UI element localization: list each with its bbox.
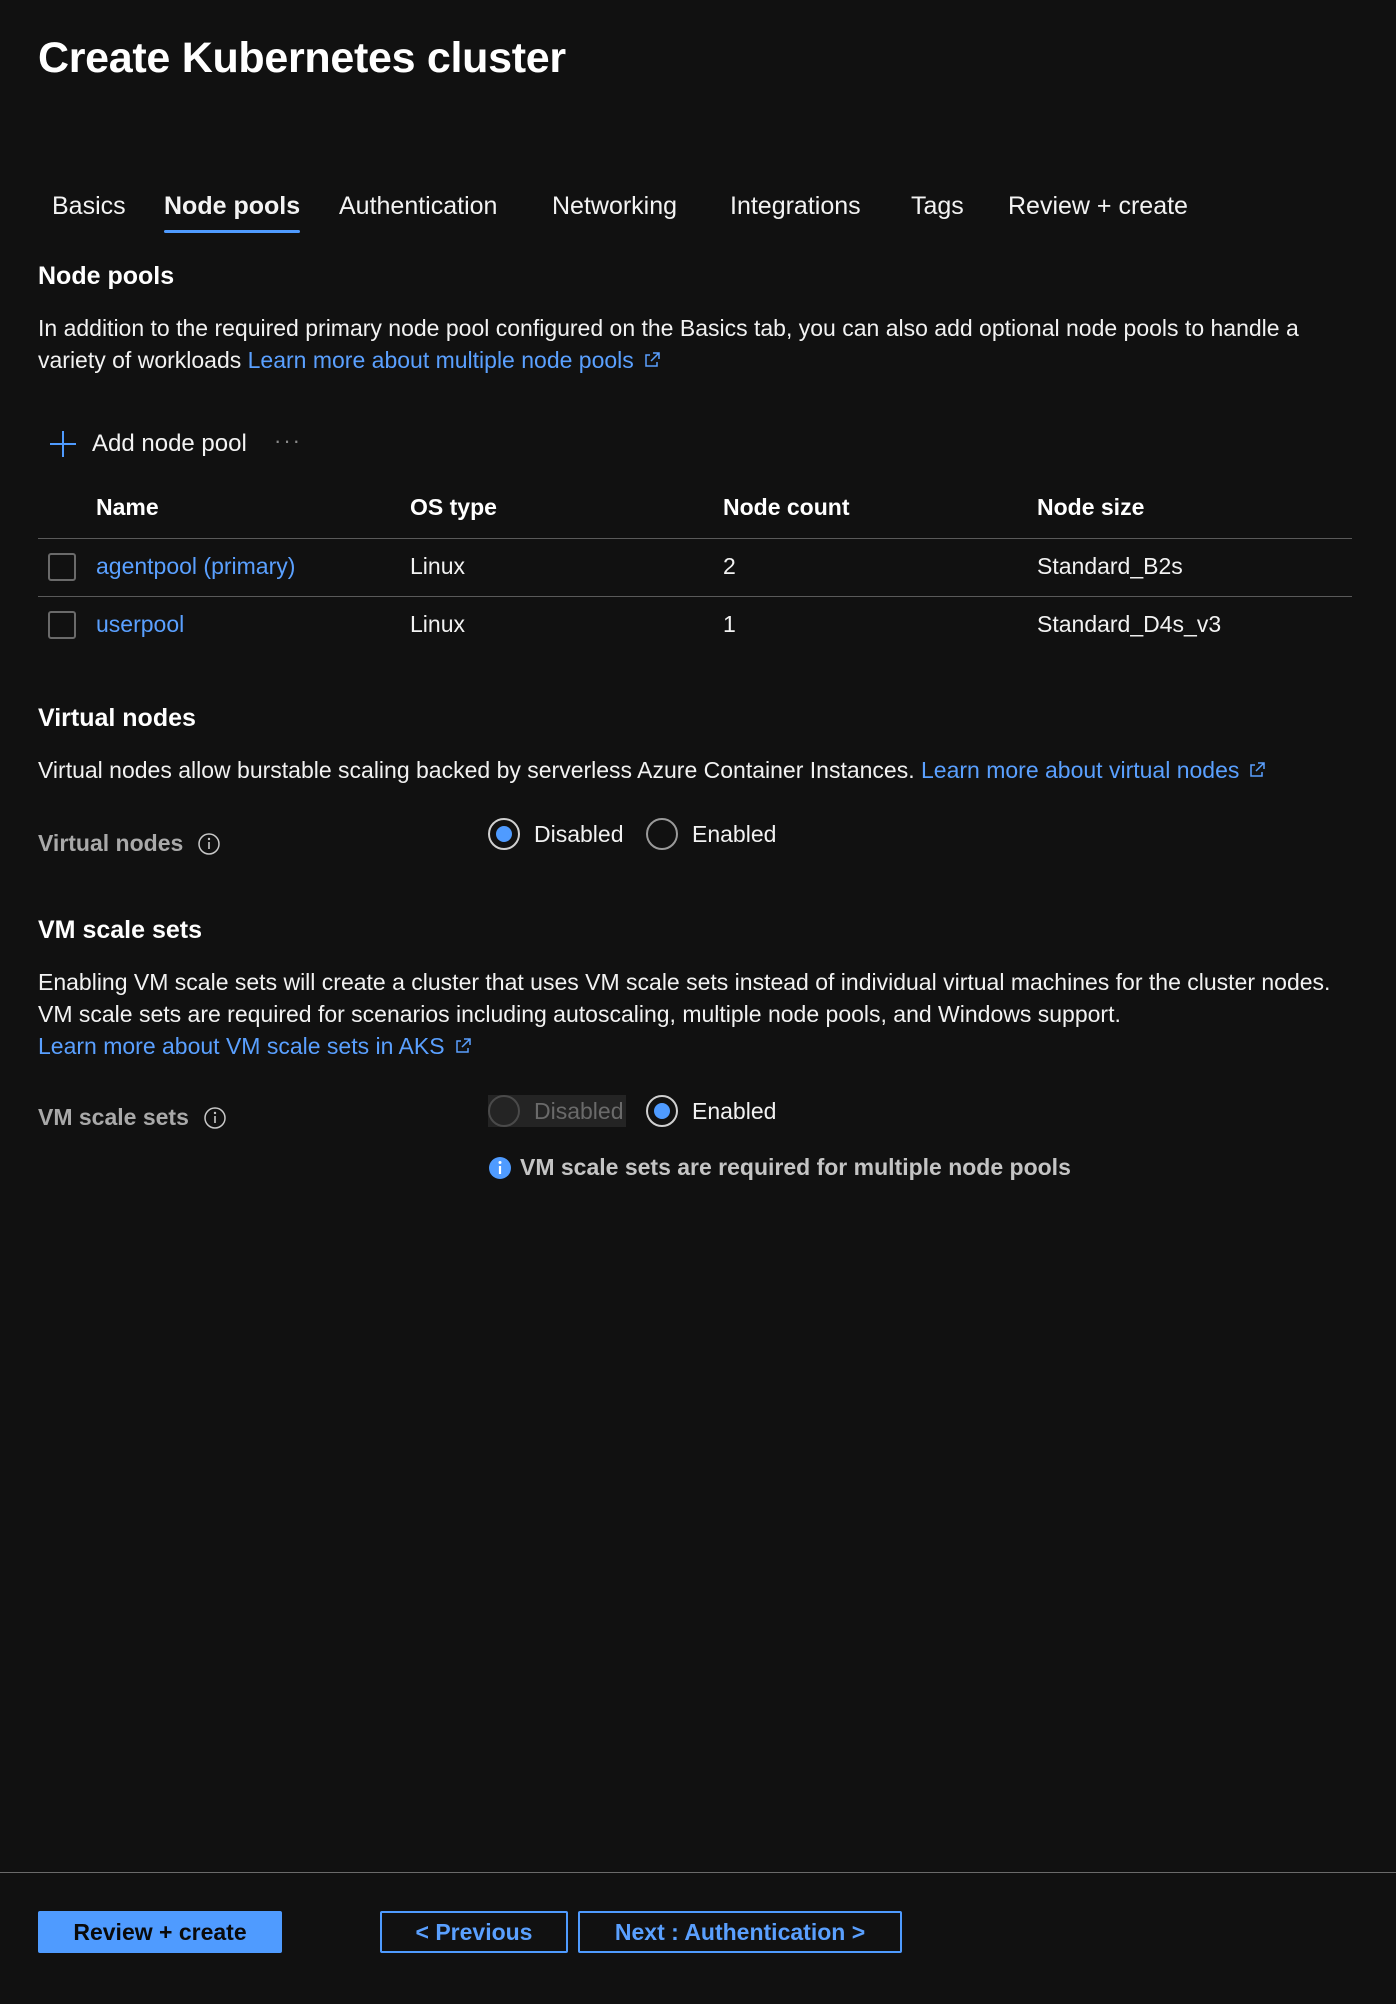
row-checkbox[interactable] bbox=[48, 553, 76, 581]
info-icon[interactable] bbox=[197, 832, 221, 856]
virtual-nodes-description-text: Virtual nodes allow burstable scaling backed by serverless Azure Container Instances. bbox=[38, 757, 915, 783]
node-count-cell: 2 bbox=[723, 553, 736, 579]
node-count-cell: 1 bbox=[723, 611, 736, 637]
node-pool-name-link[interactable]: agentpool (primary) bbox=[96, 553, 296, 579]
node-size-cell: Standard_B2s bbox=[1037, 553, 1183, 579]
virtual-nodes-description bbox=[38, 754, 1358, 786]
page-title: Create Kubernetes cluster bbox=[38, 34, 566, 82]
vm-scale-sets-label-text: VM scale sets bbox=[38, 1104, 189, 1130]
previous-button[interactable]: < Previous bbox=[380, 1911, 568, 1953]
os-type-cell: Linux bbox=[410, 611, 465, 637]
virtual-nodes-enabled-radio[interactable] bbox=[646, 818, 776, 850]
virtual-nodes-field-label bbox=[38, 830, 221, 857]
radio-label: Disabled bbox=[534, 820, 624, 847]
radio-label: Enabled bbox=[692, 1097, 777, 1124]
table-header bbox=[38, 484, 1352, 539]
info-filled-icon bbox=[488, 1156, 512, 1180]
tab-node-pools[interactable] bbox=[164, 188, 300, 236]
node-pools-description bbox=[38, 312, 1358, 376]
vm-scale-sets-enabled-radio[interactable] bbox=[646, 1095, 776, 1127]
node-pools-description-text: In addition to the required primary node pool configured on the Basics tab, you can also add optional node pools to handle a variety of workloads bbox=[38, 315, 1299, 373]
vm-scale-sets-description bbox=[38, 966, 1358, 1062]
radio-label: Disabled bbox=[534, 1097, 624, 1124]
tab-node-pools-label: Node pools bbox=[164, 192, 301, 220]
column-header-node-count[interactable]: Node count bbox=[723, 494, 850, 520]
external-link-icon bbox=[642, 350, 662, 370]
radio-circle bbox=[646, 818, 678, 850]
learn-more-virtual-nodes-link[interactable] bbox=[921, 757, 1267, 783]
more-options-icon[interactable]: ··· bbox=[274, 428, 302, 453]
review-create-button[interactable]: Review + create bbox=[38, 1911, 282, 1953]
info-icon[interactable] bbox=[203, 1106, 227, 1130]
row-checkbox[interactable] bbox=[48, 611, 76, 639]
vm-scale-sets-disabled-radio[interactable] bbox=[488, 1095, 626, 1127]
node-pool-name-link[interactable]: userpool bbox=[96, 611, 185, 637]
table-row bbox=[38, 597, 1352, 654]
radio-circle bbox=[646, 1095, 678, 1127]
vm-scale-sets-description-line-2: VM scale sets are required for scenarios including autoscaling, multiple node pools, and Windows support. bbox=[38, 1001, 1121, 1027]
column-header-name[interactable]: Name bbox=[96, 494, 159, 520]
virtual-nodes-disabled-radio[interactable] bbox=[488, 818, 624, 850]
radio-circle bbox=[488, 818, 520, 850]
tab-tags[interactable]: Tags bbox=[911, 192, 964, 220]
learn-more-vm-scale-sets-label: Learn more about VM scale sets in AKS bbox=[38, 1033, 445, 1059]
virtual-nodes-heading: Virtual nodes bbox=[38, 704, 196, 732]
tab-bar bbox=[38, 188, 1358, 238]
active-tab-indicator bbox=[164, 230, 300, 233]
tab-review-create[interactable]: Review + create bbox=[1008, 192, 1188, 220]
next-authentication-button[interactable]: Next : Authentication > bbox=[578, 1911, 902, 1953]
learn-more-node-pools-label: Learn more about multiple node pools bbox=[247, 347, 634, 373]
info-note-text: VM scale sets are required for multiple node pools bbox=[520, 1154, 1071, 1180]
vm-scale-sets-heading: VM scale sets bbox=[38, 916, 202, 944]
tab-integrations[interactable]: Integrations bbox=[730, 192, 861, 220]
os-type-cell: Linux bbox=[410, 553, 465, 579]
node-pools-heading: Node pools bbox=[38, 262, 175, 290]
footer-divider bbox=[0, 1872, 1396, 1873]
plus-icon bbox=[48, 429, 78, 459]
add-node-pool-button[interactable] bbox=[48, 424, 247, 464]
node-pools-table bbox=[38, 484, 1352, 654]
column-header-node-size[interactable]: Node size bbox=[1037, 494, 1145, 520]
column-header-os-type[interactable]: OS type bbox=[410, 494, 497, 520]
learn-more-node-pools-link[interactable] bbox=[248, 347, 662, 373]
virtual-nodes-label-text: Virtual nodes bbox=[38, 830, 184, 856]
learn-more-vm-scale-sets-link[interactable] bbox=[38, 1033, 473, 1059]
add-node-pool-label: Add node pool bbox=[92, 430, 247, 457]
vm-scale-sets-info-note bbox=[488, 1154, 1071, 1181]
tab-networking[interactable]: Networking bbox=[552, 192, 678, 220]
tab-basics[interactable]: Basics bbox=[52, 192, 126, 220]
radio-circle bbox=[488, 1095, 520, 1127]
node-size-cell: Standard_D4s_v3 bbox=[1037, 611, 1222, 637]
external-link-icon bbox=[453, 1036, 473, 1056]
tab-authentication[interactable]: Authentication bbox=[339, 192, 498, 220]
table-row bbox=[38, 539, 1352, 597]
radio-label: Enabled bbox=[692, 820, 777, 847]
vm-scale-sets-field-label bbox=[38, 1104, 227, 1131]
learn-more-virtual-nodes-label: Learn more about virtual nodes bbox=[921, 757, 1240, 783]
external-link-icon bbox=[1247, 760, 1267, 780]
vm-scale-sets-description-line-1: Enabling VM scale sets will create a cluster that uses VM scale sets instead of individual virtual machines for the cluster nodes. bbox=[38, 969, 1331, 995]
